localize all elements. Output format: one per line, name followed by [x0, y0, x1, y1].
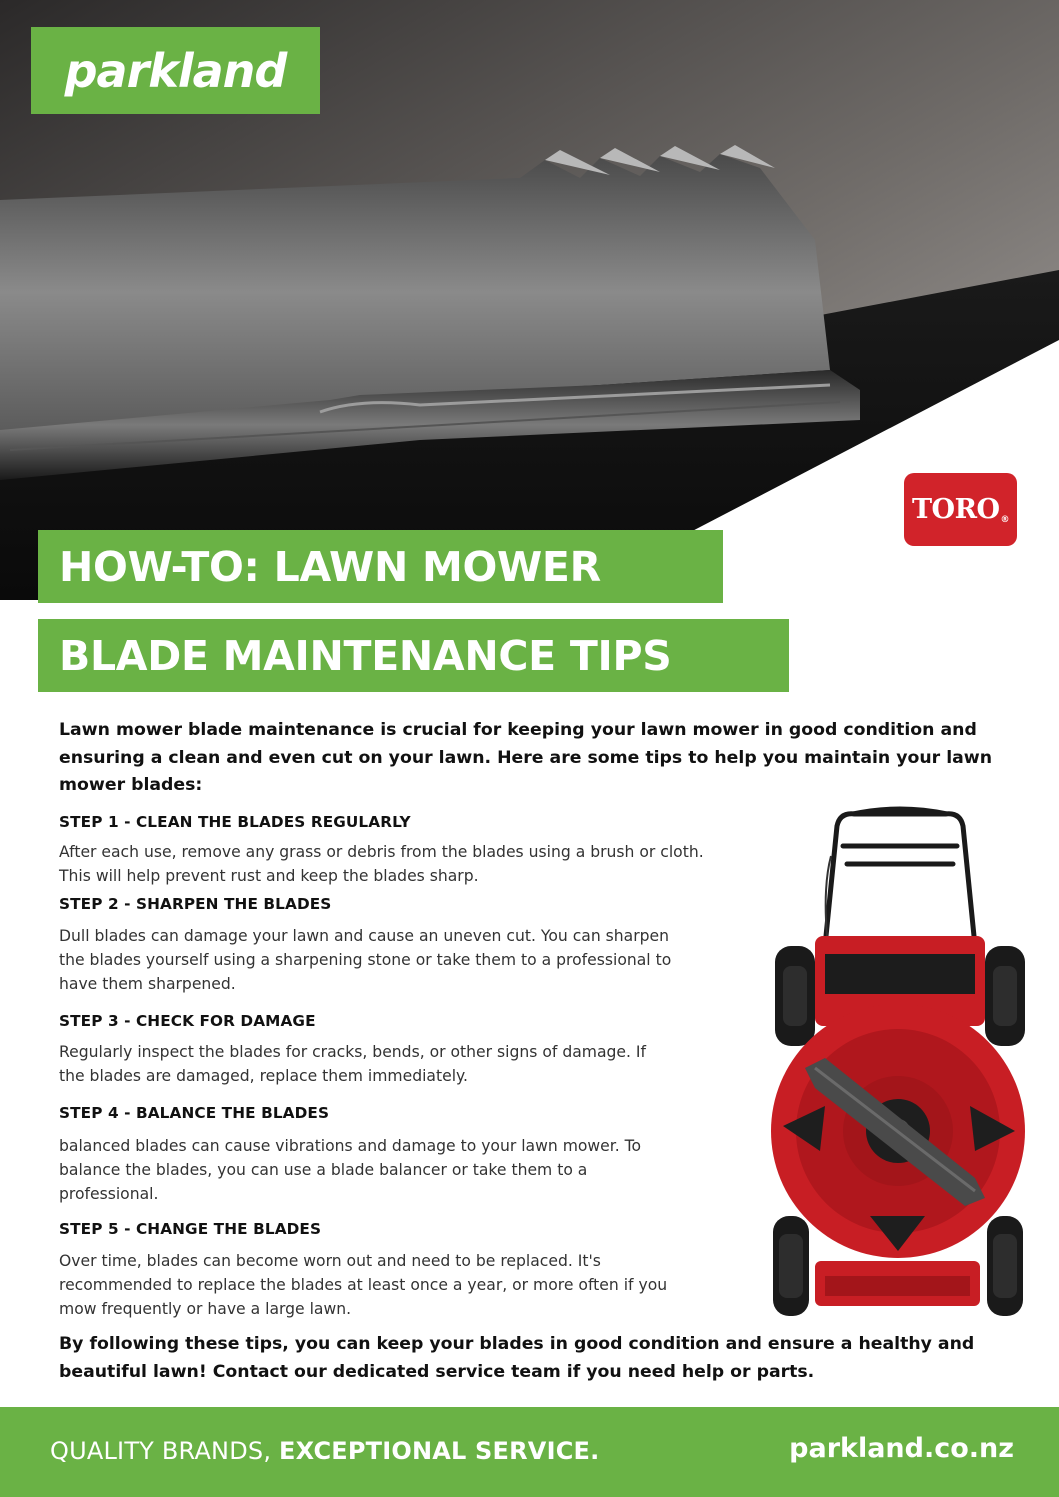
step-5-heading: STEP 5 - CHANGE THE BLADES — [59, 1220, 322, 1238]
step-1-line: After each use, remove any grass or debris from the blades using a brush or cloth. — [59, 843, 704, 861]
title-line-2: BLADE MAINTENANCE TIPS — [38, 619, 789, 692]
step-2-line: Dull blades can damage your lawn and cause an uneven cut. You can sharpen — [59, 927, 670, 945]
title-line-1: HOW-TO: LAWN MOWER — [38, 530, 723, 603]
step-4-line: balanced blades can cause vibrations and damage to your lawn mower. To — [59, 1137, 642, 1155]
step-2-heading: STEP 2 - SHARPEN THE BLADES — [59, 895, 332, 913]
step-3-line: Regularly inspect the blades for cracks, bends, or other signs of damage. If — [59, 1043, 647, 1061]
step-4-line: professional. — [59, 1185, 159, 1204]
step-5-line: Over time, blades can become worn out and need to be replaced. It's — [59, 1252, 601, 1270]
tagline-part-2: EXCEPTIONAL SERVICE. — [279, 1437, 600, 1465]
closing-paragraph: By following these tips, you can keep your blades in good condition and ensure a healthy and beautiful lawn! Contact our dedicated service team if you need help or parts. — [59, 1334, 975, 1382]
toro-logo-text: TORO — [911, 494, 1000, 525]
step-1-line: This will help prevent rust and keep the blades sharp. — [59, 867, 479, 886]
toro-registered-mark: ® — [1000, 514, 1010, 525]
step-3-line: the blades are damaged, replace them immediately. — [59, 1067, 468, 1086]
toro-logo — [904, 473, 1017, 546]
step-2-text — [59, 924, 671, 997]
footer-bar — [0, 1407, 1059, 1497]
step-4-heading: STEP 4 - BALANCE THE BLADES — [59, 1104, 330, 1122]
step-3-text — [59, 1040, 646, 1088]
step-1-heading: STEP 1 - CLEAN THE BLADES REGULARLY — [59, 813, 411, 831]
website-link[interactable]: parkland.co.nz — [789, 1433, 1014, 1464]
step-4-line: balance the blades, you can use a blade balancer or take them to a — [59, 1161, 588, 1180]
step-3-heading: STEP 3 - CHECK FOR DAMAGE — [59, 1012, 316, 1030]
step-5-text — [59, 1249, 667, 1322]
lawn-mower-underside-illustration — [765, 806, 1030, 1324]
logo-text: parkland — [64, 43, 287, 98]
step-1-text — [59, 840, 704, 888]
step-2-line: the blades yourself using a sharpening stone or take them to a professional to — [59, 951, 672, 970]
step-5-line: recommended to replace the blades at least once a year, or more often if you — [59, 1276, 668, 1295]
lawn-mower-image — [765, 806, 1030, 1324]
tagline-part-1: QUALITY BRANDS, — [50, 1437, 279, 1465]
step-2-line: have them sharpened. — [59, 975, 236, 994]
footer-tagline — [50, 1437, 599, 1465]
parkland-logo — [31, 27, 320, 114]
step-4-text — [59, 1134, 641, 1207]
intro-paragraph: Lawn mower blade maintenance is crucial for keeping your lawn mower in good condition and ensuring a clean and even cut on your lawn. Here are some tips to help you maintain your lawn mower blades: — [59, 720, 993, 795]
step-5-line: mow frequently or have a large lawn. — [59, 1300, 352, 1319]
